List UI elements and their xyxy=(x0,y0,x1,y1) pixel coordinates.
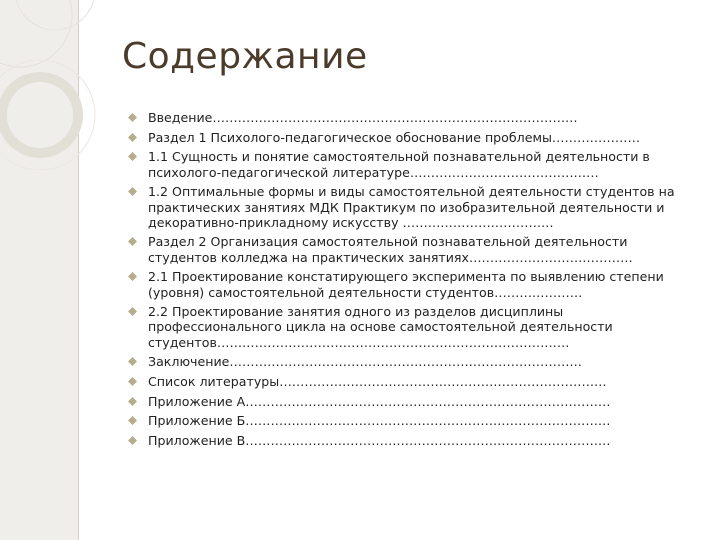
bullet-icon xyxy=(128,357,137,366)
toc-item xyxy=(128,413,688,428)
bullet-icon xyxy=(128,416,137,425)
bullet-icon xyxy=(128,187,137,196)
bullet-icon xyxy=(128,272,137,281)
toc-item xyxy=(128,149,688,179)
toc-item xyxy=(128,394,688,409)
toc-item-text: Заключение………………………………………………………………………… xyxy=(148,354,583,370)
toc-item xyxy=(128,110,688,125)
bullet-icon xyxy=(128,152,137,161)
toc-item-text: Раздел 2 Организация самостоятельной познавательной деятельности студентов колледжа на практических занятиях………………………………… xyxy=(148,234,633,265)
toc-item xyxy=(128,269,688,299)
toc-item-text: Приложение А…………………………………………………………………………… xyxy=(148,393,611,409)
slide-title: Содержание xyxy=(122,36,368,77)
toc-item-text: Введение…………………………………………………………………………… xyxy=(148,110,578,125)
bullet-icon xyxy=(128,133,137,142)
table-of-contents xyxy=(128,110,688,453)
bullet-icon xyxy=(128,307,137,316)
toc-item-text: Список литературы…………………………………………………………………… xyxy=(148,374,607,390)
toc-item-text: Приложение В…………………………………………………………………………… xyxy=(148,433,611,449)
toc-item-text: 1.1 Сущность и понятие самостоятельной познавательной деятельности в психолого-педагогической литературе……………………………………… xyxy=(148,149,650,180)
bullet-icon xyxy=(128,377,137,386)
toc-item-text: Раздел 1 Психолого-педагогическое обоснование проблемы………………… xyxy=(148,129,641,145)
toc-item xyxy=(128,234,688,264)
toc-item-text: 2.1 Проектирование констатирующего эксперимента по выявлению степени (уровня) самостоятельной деятельности студентов………………… xyxy=(148,269,664,300)
toc-item xyxy=(128,374,688,389)
toc-item-text: 1.2 Оптимальные формы и виды самостоятельной деятельности студентов на практических занятиях МДК Практикум по изобразительной деятельности и декоративно-прикладному искусству ……………………………… xyxy=(148,184,675,230)
toc-item xyxy=(128,304,688,350)
toc-item xyxy=(128,433,688,448)
toc-item xyxy=(128,130,688,145)
bullet-icon xyxy=(128,397,137,406)
bullet-icon xyxy=(128,436,137,445)
toc-item xyxy=(128,184,688,230)
toc-item-text: Приложение Б…………………………………………………………………………… xyxy=(148,413,611,429)
toc-item-text: 2.2 Проектирование занятия одного из разделов дисциплины профессионального цикла на основе самостоятельной деятельности студентов………………………………………………………………………… xyxy=(148,304,613,350)
bullet-icon xyxy=(128,237,137,246)
bullet-icon xyxy=(128,113,137,122)
toc-item xyxy=(128,354,688,369)
